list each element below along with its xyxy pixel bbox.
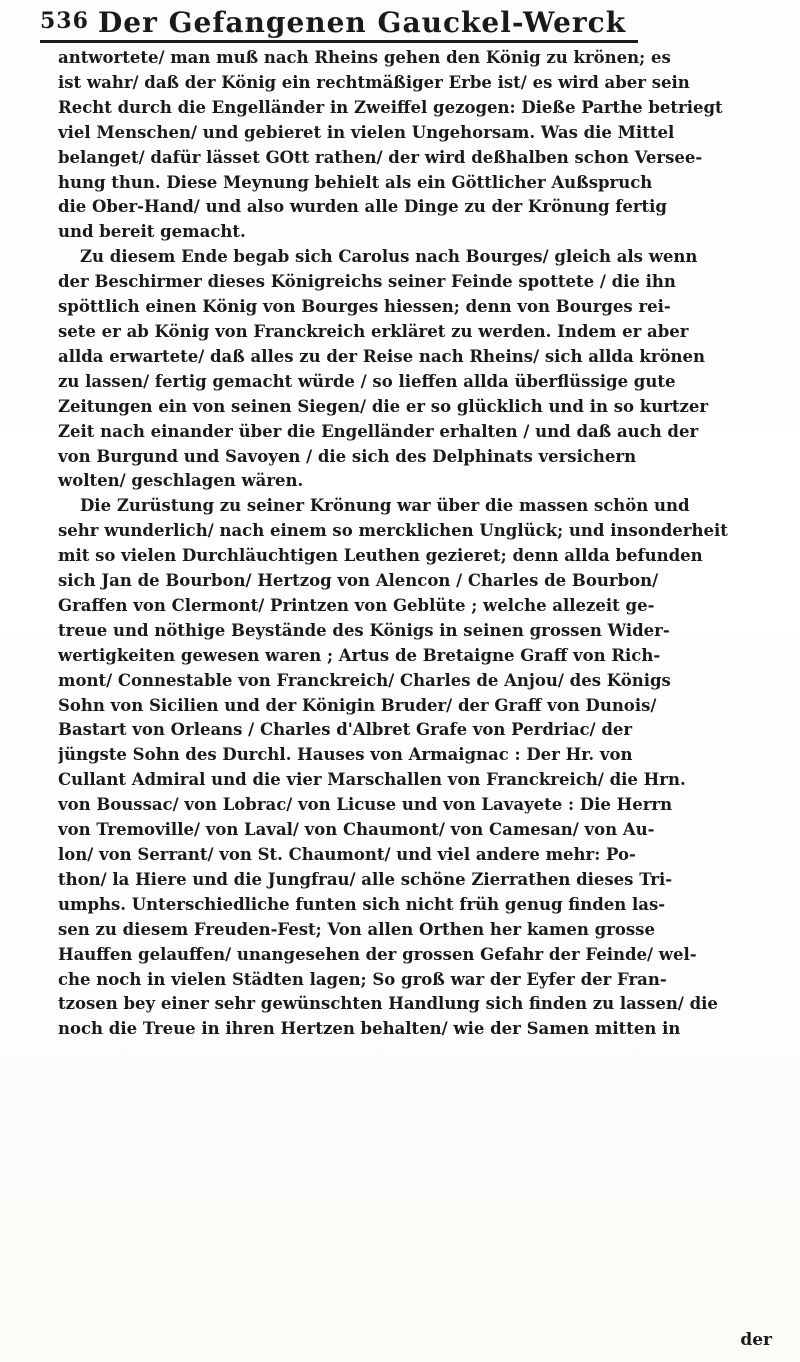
paragraph — [58, 494, 792, 1042]
text-line: von Boussac/ von Lobrac/ von Licuse und von Lavayete : Die Herrn — [58, 795, 673, 815]
text-line: umphs. Unterschiedliche funten sich nicht früh genug finden las- — [58, 894, 666, 914]
page-header — [40, 6, 760, 38]
body-text — [58, 46, 792, 1042]
text-line: viel Menschen/ und gebieret in vielen Ungehorsam. Was die Mittel — [58, 122, 675, 142]
text-line: treue und nöthige Beyständе des Königs in seinen grossen Wider- — [58, 620, 670, 640]
text-line: noch die Treue in ihren Hertzen behalten/ wie der Samen mitten in — [58, 1019, 681, 1039]
text-line: und bereit gemacht. — [58, 222, 246, 242]
text-line: sich Jan de Bourbon/ Hertzog von Alencon / Charles de Bourbon/ — [58, 571, 659, 591]
text-line: che noch in vielen Städten lagen; So groß war der Eyfer der Fran- — [58, 969, 667, 989]
text-line: die Ober-Hand/ und also wurden alle Dinge zu der Krönung fertig — [58, 197, 667, 217]
text-line: Graffen von Clermont/ Printzen von Geblüte ; welche allezeit ge- — [58, 595, 655, 615]
text-line: hung thun. Diese Meynung behielt als ein Göttlicher Außspruch — [58, 172, 653, 192]
text-line: Zeitungen ein von seinen Siegen/ die er so glücklich und in so kurtzer — [58, 396, 709, 416]
catchword: der — [740, 1330, 772, 1350]
text-line: sete er ab König von Franckreich erkläret zu werden. Indem er aber — [58, 321, 689, 341]
text-line: Zeit nach einander über die Engelländer erhalten / und daß auch der — [58, 421, 699, 441]
text-line: Hauffen gelauffen/ unangesehen der grossen Gefahr der Feinde/ wel- — [58, 944, 697, 964]
text-line: wolten/ geschlagen wären. — [58, 471, 304, 491]
text-line: jüngste Sohn des Durchl. Hauses von Armaignac : Der Hr. von — [58, 745, 633, 765]
text-line: mit so vielen Durchläuchtigen Leuthen gezieret; denn allda befunden — [58, 546, 703, 566]
text-line: Sohn von Sicilien und der Königin Bruder/ der Graff von Dunois/ — [58, 695, 657, 715]
text-line: Zu diesem Ende begab sich Carolus nach Bourges/ gleich als wenn — [80, 247, 698, 267]
text-line: sen zu diesem Freuden-Fest; Von allen Orthen her kamen grosse — [58, 919, 655, 939]
header-rule — [40, 40, 638, 43]
text-line: der Beschirmer dieses Königreichs seiner Feinde spottete / die ihn — [58, 272, 676, 292]
text-line: allda erwartete/ daß alles zu der Reise nach Rheins/ sich allda krönen — [58, 346, 706, 366]
text-line: lon/ von Serrant/ von St. Chaumont/ und viel andere mehr: Po- — [58, 845, 636, 864]
text-line: Bastart von Orleans / Charles d'Albret Grafe von Perdriac/ der — [58, 720, 633, 740]
text-line: Die Zurüstung zu seiner Krönung war über die massen schön und — [80, 496, 690, 516]
text-line: von Tremoville/ von Laval/ von Chaumont/ von Camesan/ von Au- — [58, 820, 655, 840]
text-line: zu lassen/ fertig gemacht würde / so lieffen allda überflüssige gute — [58, 371, 676, 391]
text-line: wertigkeiten gewesen waren ; Artus de Bretaigne Graff von Rich- — [58, 645, 661, 665]
text-line: ist wahr/ daß der König ein rechtmäßiger Erbe ist/ es wird aber sein — [58, 72, 690, 92]
text-line: sehr wunderlich/ nach einem so mercklichen Unglück; und insonderheit — [58, 521, 728, 541]
text-line: Recht durch die Engelländer in Zweiffel gezogen: Dieße Parthe betriegt — [58, 97, 723, 117]
text-line: mont/ Connestable von Franckreich/ Charles de Anjou/ des Königs — [58, 670, 671, 690]
text-line: Cullant Admiral und die vier Marschallen von Franckreich/ die Hrn. — [58, 770, 686, 790]
text-line: belanget/ dafür lässet GOtt rathen/ der wird deßhalben schon Versee- — [58, 147, 703, 167]
text-line: thon/ la Hiere und die Jungfrau/ alle schöne Zierrathen dieses Tri- — [58, 869, 673, 889]
paragraph — [58, 245, 792, 494]
text-line: von Burgund und Savoyen / die sich des Delphinats versichern — [58, 446, 637, 466]
paragraph — [58, 46, 792, 245]
running-head: Der Gefangenen Gauckel-Werck — [98, 6, 627, 39]
page-number: 536 — [40, 8, 89, 34]
text-line: antwortete/ man muß nach Rheins gehen den König zu krönen; es — [58, 48, 671, 67]
text-line: tzosen bey einer sehr gewünschten Handlung sich finden zu lassen/ die — [58, 994, 718, 1014]
text-line: spöttlich einen König von Bourges hiessen; denn von Bourges rei- — [58, 297, 671, 317]
